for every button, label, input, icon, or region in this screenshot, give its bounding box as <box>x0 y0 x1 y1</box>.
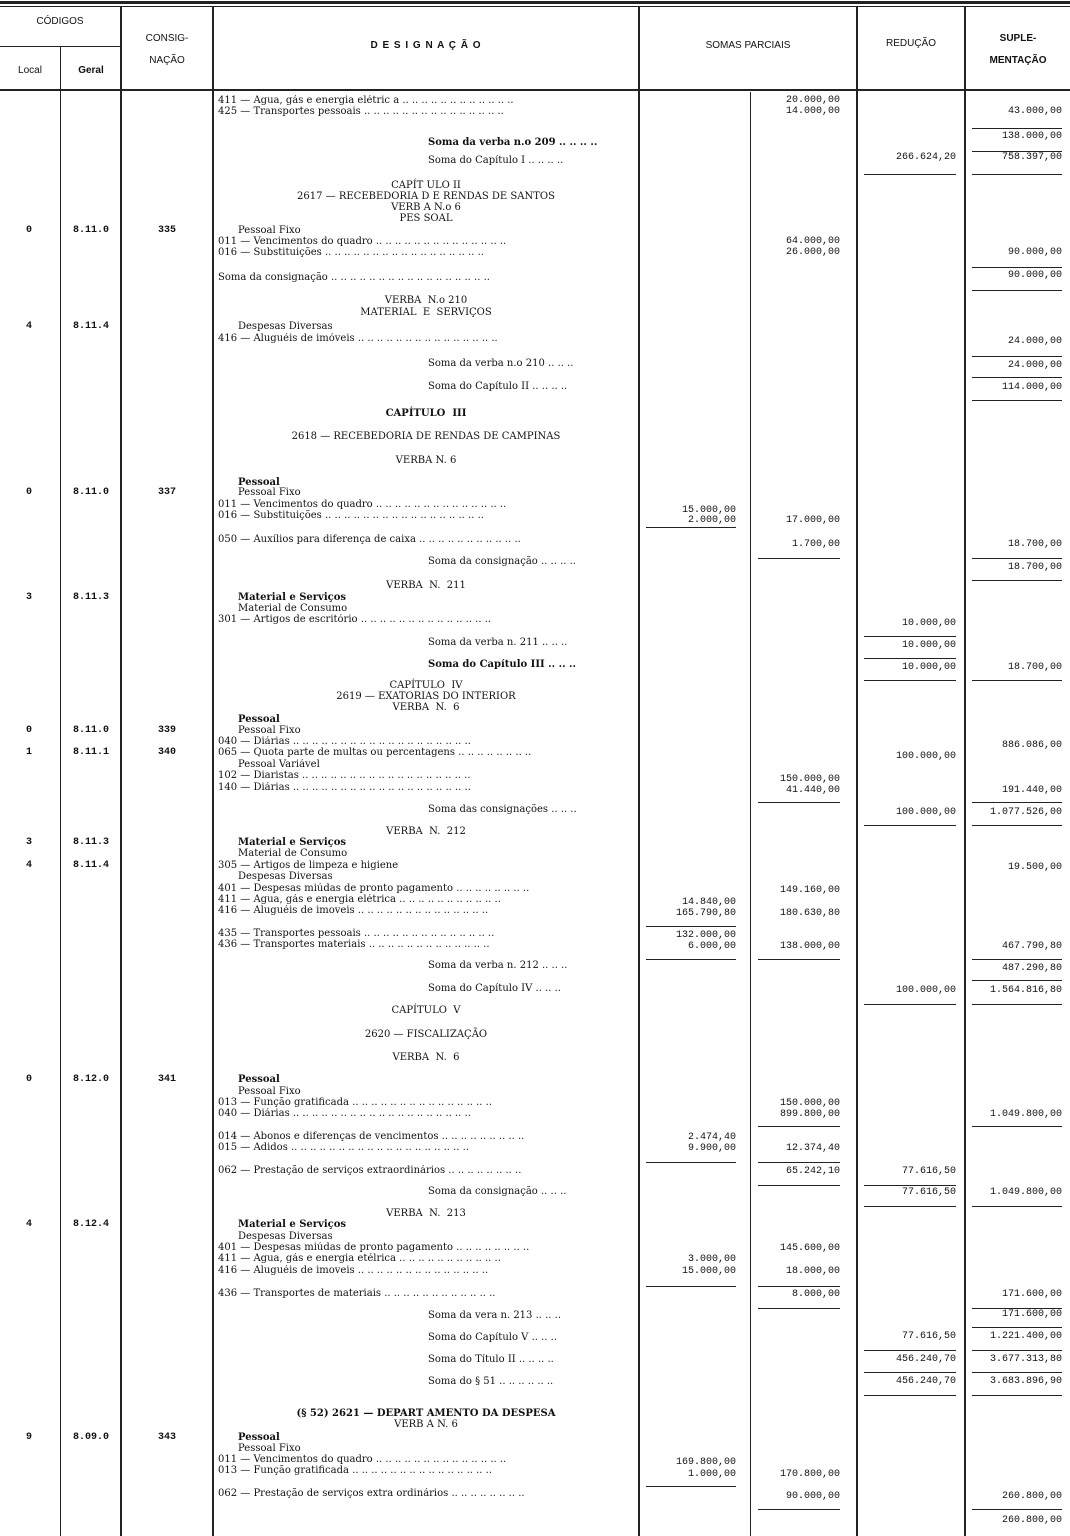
col-rule-designacao <box>638 6 640 1536</box>
code-geral: 8.11.3 <box>72 592 109 603</box>
suplementacao-value: 191.440,00 <box>1001 785 1062 796</box>
partial-sum-a-value: 2.474,40 <box>687 1132 736 1143</box>
suplementacao-value: 886.086,00 <box>1001 740 1062 751</box>
suplementacao-value: 43.000,00 <box>1007 106 1062 117</box>
partial-sum-a-value: 2.000,00 <box>687 515 736 526</box>
code-local: 0 <box>25 1074 32 1085</box>
total-underline <box>972 356 1062 357</box>
col-rule-local <box>60 46 61 1536</box>
total-underline <box>972 980 1062 981</box>
partial-sum-b-value: 12.374,40 <box>785 1143 840 1154</box>
designation-line: 401 — Despesas miúdas de pronto pagamento .. .. .. .. .. .. .. .. <box>218 1242 530 1253</box>
total-underline <box>972 1372 1062 1373</box>
consignacao-number: 343 <box>157 1432 176 1443</box>
total-underline <box>864 1350 956 1351</box>
partial-sum-b-value: 20.000,00 <box>785 95 840 106</box>
code-geral: 8.09.0 <box>72 1432 109 1443</box>
total-underline <box>864 1185 956 1186</box>
total-underline <box>972 580 1062 581</box>
designation-line: 062 — Prestação de serviços extraordinários .. .. .. .. .. .. .. .. <box>218 1165 522 1176</box>
suplementacao-value: 1.077.526,00 <box>989 807 1062 818</box>
reducao-value: 100.000,00 <box>895 807 956 818</box>
designation-line: 015 — Adidos .. .. .. .. .. .. .. .. .. .. .. .. .. .. .. .. .. .. .. <box>218 1142 470 1153</box>
designation-line: 411 — Agua, gás e energia elétric a .. .. .. .. .. .. .. .. .. .. .. .. <box>218 95 514 106</box>
total-underline <box>758 802 840 803</box>
header-designacao: D E S I G N A Ç Ã O <box>370 40 482 51</box>
designation-line: Pessoal Fixo <box>238 725 301 736</box>
code-local: 1 <box>25 747 32 758</box>
section-heading: VERBA N. 6 <box>395 455 457 466</box>
section-heading: MATERIAL E SERVIÇOS <box>360 307 492 318</box>
total-underline <box>646 1486 736 1487</box>
suplementacao-value: 1.221.400,00 <box>989 1331 1062 1342</box>
section-heading: VERBA N. 212 <box>386 826 466 837</box>
partial-sum-a-value: 169.800,00 <box>675 1457 736 1468</box>
total-underline <box>758 1308 840 1309</box>
code-geral: 8.11.1 <box>72 747 109 758</box>
suplementacao-value: 171.600,00 <box>1001 1309 1062 1320</box>
designation-line: 436 — Transportes materiais .. .. .. .. .. .. .. .. .. .. .. .. .. <box>218 939 490 950</box>
total-underline <box>972 1350 1062 1351</box>
suplementacao-value: 90.000,00 <box>1007 270 1062 281</box>
reducao-value: 77.616,50 <box>901 1166 956 1177</box>
header-reducao: REDUÇÃO <box>885 38 936 49</box>
designation-line: 436 — Transportes de materiais .. .. .. .. .. .. .. .. .. .. .. .. <box>218 1288 496 1299</box>
designation-line: 013 — Função gratificada .. .. .. .. .. .. .. .. .. .. .. .. .. .. .. <box>218 1465 493 1476</box>
designation-line: 050 — Auxílios para diferença de caixa .. .. .. .. .. .. .. .. .. .. .. <box>218 534 521 545</box>
suplementacao-value: 3.677.313,80 <box>989 1354 1062 1365</box>
code-local: 0 <box>25 487 32 498</box>
col-rule-parciais <box>750 92 751 1536</box>
header-suplementacao: SUPLE- MENTAÇÃO <box>989 33 1047 66</box>
partial-sum-b-value: 150.000,00 <box>779 1098 840 1109</box>
suplementacao-value: 3.683.896,90 <box>989 1376 1062 1387</box>
partial-sum-b-value: 64.000,00 <box>785 236 840 247</box>
designation-line: Despesas Diversas <box>238 321 333 332</box>
partial-sum-b-value: 149.160,00 <box>779 885 840 896</box>
section-heading: 2618 — RECEBEDORIA DE RENDAS DE CAMPINAS <box>291 431 561 442</box>
total-underline <box>972 400 1062 401</box>
suplementacao-value: 138.000,00 <box>1001 131 1062 142</box>
top-rule-thin <box>0 6 1070 7</box>
designation-line: Soma do Capítulo V .. .. .. <box>428 1332 557 1343</box>
code-local: 3 <box>25 837 32 848</box>
code-local: 4 <box>25 1219 32 1230</box>
total-underline <box>864 658 956 659</box>
partial-sum-b-value: 1.700,00 <box>791 539 840 550</box>
partial-sum-b-value: 14.000,00 <box>785 106 840 117</box>
suplementacao-value: 260.800,00 <box>1001 1515 1062 1526</box>
total-underline <box>646 926 736 927</box>
total-underline <box>972 267 1062 268</box>
total-underline <box>646 959 736 960</box>
section-heading: VERBA N.o 210 <box>384 295 468 306</box>
total-underline <box>972 1004 1062 1005</box>
total-underline <box>972 825 1062 826</box>
designation-line: Pessoal <box>238 1074 280 1085</box>
partial-sum-b-value: 18.000,00 <box>785 1266 840 1277</box>
consignacao-number: 337 <box>157 487 176 498</box>
col-rule-reducao <box>856 6 858 1536</box>
code-local: 4 <box>25 321 32 332</box>
code-geral: 8.11.0 <box>72 225 109 236</box>
partial-sum-b-value: 65.242,10 <box>785 1166 840 1177</box>
designation-line: 016 — Substituições .. .. .. .. .. .. .. .. .. .. .. .. .. .. .. .. .. <box>218 247 484 258</box>
designation-line: Soma do § 51 .. .. .. .. .. .. <box>428 1376 554 1387</box>
total-underline <box>758 558 840 559</box>
designation-line: Soma da consignação .. .. .. .. <box>428 556 576 567</box>
designation-line: 062 — Prestação de serviços extra ordinários .. .. .. .. .. .. .. .. <box>218 1488 525 1499</box>
total-underline <box>972 1327 1062 1328</box>
total-underline <box>972 290 1062 291</box>
reducao-value: 77.616,50 <box>901 1187 956 1198</box>
designation-line: 411 — Agua, gás e energia etélrica .. .. .. .. .. .. .. .. .. .. .. <box>218 1253 501 1264</box>
col-rule-consig <box>212 6 214 1536</box>
suplementacao-value: 171.600,00 <box>1001 1289 1062 1300</box>
designation-line: 011 — Vencimentos do quadro .. .. .. .. .. .. .. .. .. .. .. .. .. .. <box>218 499 507 510</box>
header-local: Local <box>18 65 42 76</box>
total-underline <box>972 1308 1062 1309</box>
consignacao-number: 335 <box>157 225 176 236</box>
total-underline <box>972 174 1062 175</box>
section-heading: VERBA N. 213 <box>386 1208 466 1219</box>
section-heading: PES SOAL <box>399 213 453 224</box>
suplementacao-value: 24.000,00 <box>1007 336 1062 347</box>
section-heading: VERBA N. 211 <box>386 580 466 591</box>
suplementacao-value: 18.700,00 <box>1007 562 1062 573</box>
designation-line: 435 — Transportes pessoais .. .. .. .. .. .. .. .. .. .. .. .. .. .. <box>218 928 495 939</box>
code-local: 0 <box>25 725 32 736</box>
section-heading: CAPÍTULO III <box>385 408 467 419</box>
designation-line: Material de Consumo <box>238 848 348 859</box>
col-rule-geral <box>120 6 122 1536</box>
section-heading: CAPÍTULO V <box>391 1005 461 1016</box>
designation-line: Material e Serviços <box>238 1219 347 1230</box>
total-underline <box>972 959 1062 960</box>
partial-sum-b-value: 145.600,00 <box>779 1243 840 1254</box>
designation-line: 301 — Artigos de escritório .. .. .. .. .. .. .. .. .. .. .. .. .. .. <box>218 614 492 625</box>
top-rule <box>0 1 1070 4</box>
designation-line: Soma do Capítulo III .. .. .. <box>428 659 577 670</box>
suplementacao-value: 1.049.800,00 <box>989 1187 1062 1198</box>
designation-line: 416 — Aluguéis de imóveis .. .. .. .. .. .. .. .. .. .. .. .. .. .. .. <box>218 333 498 344</box>
section-heading: VERBA N. 6 <box>392 1052 460 1063</box>
designation-line: Pessoal Fixo <box>238 1443 301 1454</box>
reducao-value: 10.000,00 <box>901 662 956 673</box>
designation-line: Soma da verba n.o 210 .. .. .. <box>428 358 574 369</box>
total-underline <box>972 1126 1062 1127</box>
total-underline <box>758 959 840 960</box>
reducao-value: 456.240,70 <box>895 1354 956 1365</box>
partial-sum-a-value: 3.000,00 <box>687 1254 736 1265</box>
suplementacao-value: 18.700,00 <box>1007 539 1062 550</box>
code-geral: 8.12.0 <box>72 1074 109 1085</box>
code-geral: 8.11.0 <box>72 487 109 498</box>
reducao-value: 100.000,00 <box>895 985 956 996</box>
designation-line: Pessoal <box>238 477 280 488</box>
total-underline <box>972 151 1062 152</box>
col-rule-suplementacao <box>964 6 966 1536</box>
total-underline <box>864 1395 956 1396</box>
partial-sum-a-value: 15.000,00 <box>681 1266 736 1277</box>
designation-line: Pessoal <box>238 714 280 725</box>
designation-line: Soma da consignação .. .. .. .. .. .. .. .. .. .. .. .. .. .. .. .. .. <box>218 272 490 283</box>
designation-line: Soma da verba n. 212 .. .. .. <box>428 960 568 971</box>
partial-sum-b-value: 138.000,00 <box>779 941 840 952</box>
section-heading: CAPÍT ULO II <box>391 180 461 191</box>
designation-line: 011 — Vencimentos do quadro .. .. .. .. .. .. .. .. .. .. .. .. .. .. <box>218 236 507 247</box>
designation-line: Material e Serviços <box>238 592 347 603</box>
suplementacao-value: 487.290,80 <box>1001 963 1062 974</box>
section-heading: (§ 52) 2621 — DEPART AMENTO DA DESPESA <box>296 1408 556 1419</box>
consignacao-number: 340 <box>157 747 176 758</box>
partial-sum-a-value: 165.790,80 <box>675 908 736 919</box>
designation-line: 416 — Aluguéis de imoveis .. .. .. .. .. .. .. .. .. .. .. .. .. .. <box>218 905 489 916</box>
total-underline <box>972 1509 1062 1510</box>
partial-sum-a-value: 14.840,00 <box>681 897 736 908</box>
partial-sum-b-value: 26.000,00 <box>785 247 840 258</box>
suplementacao-value: 18.700,00 <box>1007 662 1062 673</box>
partial-sum-a-value: 132.000,00 <box>675 930 736 941</box>
partial-sum-b-value: 90.000,00 <box>785 1491 840 1502</box>
total-underline <box>758 1126 840 1127</box>
total-underline <box>758 1509 840 1510</box>
reducao-value: 77.616,50 <box>901 1331 956 1342</box>
designation-line: Soma do Capítulo I .. .. .. .. <box>428 155 564 166</box>
designation-line: Soma do Capítulo IV .. .. .. <box>428 983 561 994</box>
designation-line: 401 — Despesas miúdas de pronto pagamento .. .. .. .. .. .. .. .. <box>218 883 530 894</box>
suplementacao-value: 19.500,00 <box>1007 862 1062 873</box>
designation-line: 011 — Vencimentos do quadro .. .. .. .. .. .. .. .. .. .. .. .. .. .. <box>218 1454 507 1465</box>
designation-line: Material e Serviços <box>238 837 347 848</box>
designation-line: Despesas Diversas <box>238 1231 333 1242</box>
designation-line: Soma do Título II .. .. .. .. <box>428 1354 554 1365</box>
total-underline <box>646 1286 736 1287</box>
designation-line: 016 — Substituições .. .. .. .. .. .. .. .. .. .. .. .. .. .. .. .. .. <box>218 510 484 521</box>
designation-line: Pessoal Fixo <box>238 1086 301 1097</box>
partial-sum-a-value: 15.000,00 <box>681 505 736 516</box>
header-geral: Geral <box>78 65 104 76</box>
total-underline <box>972 1206 1062 1207</box>
suplementacao-value: 24.000,00 <box>1007 360 1062 371</box>
partial-sum-b-value: 150.000,00 <box>779 774 840 785</box>
section-heading: CAPÍTULO IV <box>389 680 463 691</box>
total-underline <box>864 680 956 681</box>
code-geral: 8.11.4 <box>72 860 109 871</box>
reducao-value: 10.000,00 <box>901 640 956 651</box>
total-underline <box>972 128 1062 129</box>
total-underline <box>758 1185 840 1186</box>
designation-line: 416 — Aluguéis de imoveis .. .. .. .. .. .. .. .. .. .. .. .. .. .. <box>218 1265 489 1276</box>
reducao-value: 456.240,70 <box>895 1376 956 1387</box>
designation-line: Pessoal <box>238 1432 280 1443</box>
total-underline <box>646 1162 736 1163</box>
code-geral: 8.11.4 <box>72 321 109 332</box>
partial-sum-b-value: 17.000,00 <box>785 515 840 526</box>
suplementacao-value: 114.000,00 <box>1001 382 1062 393</box>
reducao-value: 100.000,00 <box>895 751 956 762</box>
suplementacao-value: 90.000,00 <box>1007 247 1062 258</box>
consignacao-number: 341 <box>157 1074 176 1085</box>
designation-line: Soma da verba n.o 209 .. .. .. .. <box>428 137 598 148</box>
designation-line: Material de Consumo <box>238 603 348 614</box>
reducao-value: 10.000,00 <box>901 618 956 629</box>
total-underline <box>864 1372 956 1373</box>
code-geral: 8.11.3 <box>72 837 109 848</box>
code-local: 9 <box>25 1432 32 1443</box>
designation-line: Pessoal Variável <box>238 759 320 770</box>
total-underline <box>758 1286 840 1287</box>
designation-line: Soma da verba n. 211 .. .. .. <box>428 637 568 648</box>
total-underline <box>864 174 956 175</box>
section-heading: 2617 — RECEBEDORIA D E RENDAS DE SANTOS <box>297 191 555 202</box>
consignacao-number: 339 <box>157 725 176 736</box>
designation-line: 014 — Abonos e diferenças de vencimentos .. .. .. .. .. .. .. .. .. <box>218 1131 525 1142</box>
total-underline <box>864 825 956 826</box>
suplementacao-value: 467.790,80 <box>1001 941 1062 952</box>
designation-line: 013 — Função gratificada .. .. .. .. .. .. .. .. .. .. .. .. .. .. .. <box>218 1097 493 1108</box>
designation-line: Pessoal Fixo <box>238 487 301 498</box>
partial-sum-a-value: 1.000,00 <box>687 1469 736 1480</box>
designation-line: Soma da vera n. 213 .. .. .. <box>428 1310 562 1321</box>
designation-line: 065 — Quota parte de multas ou percentagens .. .. .. .. .. .. .. .. <box>218 747 532 758</box>
code-geral: 8.12.4 <box>72 1219 109 1230</box>
partial-sum-b-value: 899.800,00 <box>779 1109 840 1120</box>
suplementacao-value: 1.564.816,80 <box>989 985 1062 996</box>
section-heading: VERBA N. 6 <box>392 702 460 713</box>
total-underline <box>864 636 956 637</box>
total-underline <box>972 558 1062 559</box>
total-underline <box>864 1206 956 1207</box>
section-heading: 2620 — FISCALIZAÇÃO <box>364 1029 488 1040</box>
designation-line: 040 — Diárias .. .. .. .. .. .. .. .. .. .. .. .. .. .. .. .. .. .. .. <box>218 1108 471 1119</box>
total-underline <box>972 802 1062 803</box>
designation-line: Soma da consignação .. .. .. <box>428 1186 567 1197</box>
suplementacao-value: 1.049.800,00 <box>989 1109 1062 1120</box>
code-geral: 8.11.0 <box>72 725 109 736</box>
header-somas-parciais: SOMAS PARCIAIS <box>705 40 791 51</box>
header-bottom-rule <box>0 89 1070 91</box>
suplementacao-value: 758.397,00 <box>1001 152 1062 163</box>
partial-sum-a-value: 6.000,00 <box>687 941 736 952</box>
partial-sum-b-value: 8.000,00 <box>791 1289 840 1300</box>
designation-line: Pessoal Fixo <box>238 225 301 236</box>
reducao-value: 266.624,20 <box>895 152 956 163</box>
total-underline <box>972 680 1062 681</box>
designation-line: Soma do Capítulo II .. .. .. .. <box>428 381 568 392</box>
partial-sum-a-value: 9.900,00 <box>687 1143 736 1154</box>
section-heading: VERB A N. 6 <box>394 1419 458 1430</box>
total-underline <box>972 1395 1062 1396</box>
total-underline <box>646 527 736 528</box>
code-local: 3 <box>25 592 32 603</box>
designation-line: Despesas Diversas <box>238 871 333 882</box>
designation-line: 102 — Diaristas .. .. .. .. .. .. .. .. .. .. .. .. .. .. .. .. .. .. <box>218 770 471 781</box>
partial-sum-b-value: 41.440,00 <box>785 785 840 796</box>
partial-sum-b-value: 170.800,00 <box>779 1469 840 1480</box>
section-heading: 2619 — EXATORIAS DO INTERIOR <box>336 691 516 702</box>
designation-line: 425 — Transportes pessoais .. .. .. .. .. .. .. .. .. .. .. .. .. .. .. <box>218 106 504 117</box>
designation-line: Soma das consignações .. .. .. <box>428 804 577 815</box>
code-local: 0 <box>25 225 32 236</box>
total-underline <box>972 377 1062 378</box>
designation-line: 140 — Diárias .. .. .. .. .. .. .. .. .. .. .. .. .. .. .. .. .. .. .. <box>218 782 471 793</box>
designation-line: 305 — Artigos de limpeza e higiene <box>218 860 399 871</box>
code-local: 4 <box>25 860 32 871</box>
total-underline <box>758 1162 840 1163</box>
designation-line: 411 — Agua, gás e energia elétrica .. .. .. .. .. .. .. .. .. .. .. <box>218 894 501 905</box>
header-consignacao: CONSIG- NAÇÃO <box>145 33 189 66</box>
partial-sum-b-value: 180.630,80 <box>779 908 840 919</box>
total-underline <box>864 1004 956 1005</box>
suplementacao-value: 260.800,00 <box>1001 1491 1062 1502</box>
header-codigos: CÓDIGOS <box>36 16 84 27</box>
designation-line: 040 — Diárias .. .. .. .. .. .. .. .. .. .. .. .. .. .. .. .. .. .. .. <box>218 736 471 747</box>
section-heading: VERB A N.o 6 <box>391 202 461 213</box>
